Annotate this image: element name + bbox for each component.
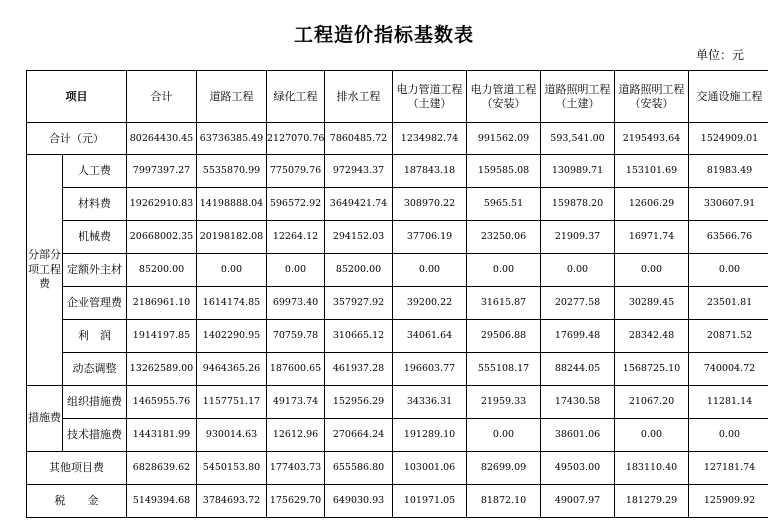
value-cell: 3649421.74	[325, 188, 393, 221]
value-cell: 7997397.27	[127, 155, 197, 188]
value-cell: 28342.48	[615, 320, 689, 353]
value-cell: 21909.37	[541, 221, 615, 254]
table-row	[27, 419, 768, 452]
value-cell: 596572.92	[267, 188, 325, 221]
value-cell: 37706.19	[393, 221, 467, 254]
value-cell: 34061.64	[393, 320, 467, 353]
value-cell: 181279.29	[615, 485, 689, 518]
value-cell: 17699.48	[541, 320, 615, 353]
tax-row	[27, 485, 768, 518]
value-cell: 23501.81	[689, 287, 768, 320]
row-label: 机械费	[63, 221, 127, 254]
table-row	[27, 254, 768, 287]
table-row	[27, 188, 768, 221]
value-cell: 159878.20	[541, 188, 615, 221]
value-cell: 38601.06	[541, 419, 615, 452]
tax-row-label: 税 金	[27, 485, 127, 518]
value-cell: 127181.74	[689, 452, 768, 485]
value-cell: 153101.69	[615, 155, 689, 188]
value-cell: 49007.97	[541, 485, 615, 518]
value-cell: 20277.58	[541, 287, 615, 320]
value-cell: 152956.29	[325, 386, 393, 419]
value-cell: 187600.65	[267, 353, 325, 386]
value-cell: 1524909.01	[689, 123, 768, 155]
value-cell: 81983.49	[689, 155, 768, 188]
value-cell: 101971.05	[393, 485, 467, 518]
value-cell: 20668002.35	[127, 221, 197, 254]
value-cell: 16971.74	[615, 221, 689, 254]
value-cell: 12612.96	[267, 419, 325, 452]
row-label: 定额外主材	[63, 254, 127, 287]
value-cell: 20198182.08	[197, 221, 267, 254]
value-cell: 30289.45	[615, 287, 689, 320]
value-cell: 29506.88	[467, 320, 541, 353]
row-label: 利 润	[63, 320, 127, 353]
table-row	[27, 287, 768, 320]
value-cell: 7860485.72	[325, 123, 393, 155]
value-cell: 21067.20	[615, 386, 689, 419]
value-cell: 12606.29	[615, 188, 689, 221]
value-cell: 5535870.99	[197, 155, 267, 188]
table-row	[27, 353, 768, 386]
header-col-6: 道路照明工程（土建）	[541, 71, 615, 123]
value-cell: 1614174.85	[197, 287, 267, 320]
value-cell: 775079.76	[267, 155, 325, 188]
value-cell: 19262910.83	[127, 188, 197, 221]
total-row	[27, 123, 768, 155]
value-cell: 740004.72	[689, 353, 768, 386]
row-label: 材料费	[63, 188, 127, 221]
value-cell: 310665.12	[325, 320, 393, 353]
table-row	[27, 320, 768, 353]
value-cell: 1465955.76	[127, 386, 197, 419]
header-item: 项目	[27, 71, 127, 123]
value-cell: 555108.17	[467, 353, 541, 386]
value-cell: 31615.87	[467, 287, 541, 320]
row-label: 组织措施费	[63, 386, 127, 419]
value-cell: 270664.24	[325, 419, 393, 452]
value-cell: 0.00	[541, 254, 615, 287]
value-cell: 0.00	[467, 419, 541, 452]
header-col-7: 道路照明工程（安装）	[615, 71, 689, 123]
value-cell: 34336.31	[393, 386, 467, 419]
cost-index-table	[26, 70, 768, 518]
value-cell: 1402290.95	[197, 320, 267, 353]
value-cell: 0.00	[615, 419, 689, 452]
value-cell: 177403.73	[267, 452, 325, 485]
value-cell: 3784693.72	[197, 485, 267, 518]
value-cell: 21959.33	[467, 386, 541, 419]
value-cell: 593,541.00	[541, 123, 615, 155]
header-col-4: 电力管道工程（土建）	[393, 71, 467, 123]
value-cell: 2127070.76	[267, 123, 325, 155]
value-cell: 649030.93	[325, 485, 393, 518]
value-cell: 1234982.74	[393, 123, 467, 155]
table-row	[27, 155, 768, 188]
value-cell: 130989.71	[541, 155, 615, 188]
value-cell: 80264430.45	[127, 123, 197, 155]
value-cell: 14198888.04	[197, 188, 267, 221]
value-cell: 63736385.49	[197, 123, 267, 155]
measures-group-label: 措施费	[27, 386, 63, 452]
value-cell: 11281.14	[689, 386, 768, 419]
value-cell: 2186961.10	[127, 287, 197, 320]
value-cell: 63566.76	[689, 221, 768, 254]
value-cell: 12264.12	[267, 221, 325, 254]
other-fees-row	[27, 452, 768, 485]
value-cell: 183110.40	[615, 452, 689, 485]
row-label: 技术措施费	[63, 419, 127, 452]
row-label: 企业管理费	[63, 287, 127, 320]
value-cell: 9464365.26	[197, 353, 267, 386]
value-cell: 49173.74	[267, 386, 325, 419]
value-cell: 125909.92	[689, 485, 768, 518]
value-cell: 159585.08	[467, 155, 541, 188]
value-cell: 357927.92	[325, 287, 393, 320]
value-cell: 655586.80	[325, 452, 393, 485]
value-cell: 1157751.17	[197, 386, 267, 419]
header-col-2: 绿化工程	[267, 71, 325, 123]
value-cell: 2195493.64	[615, 123, 689, 155]
value-cell: 0.00	[267, 254, 325, 287]
value-cell: 330607.91	[689, 188, 768, 221]
table-row	[27, 221, 768, 254]
other-fees-row-label: 其他项目费	[27, 452, 127, 485]
row-label: 动态调整	[63, 353, 127, 386]
page-title: 工程造价指标基数表	[293, 24, 474, 46]
value-cell: 82699.09	[467, 452, 541, 485]
value-cell: 88244.05	[541, 353, 615, 386]
header-col-8: 交通设施工程	[689, 71, 768, 123]
value-cell: 0.00	[393, 254, 467, 287]
value-cell: 20871.52	[689, 320, 768, 353]
value-cell: 69973.40	[267, 287, 325, 320]
table-row	[27, 386, 768, 419]
value-cell: 0.00	[689, 419, 768, 452]
value-cell: 39200.22	[393, 287, 467, 320]
header-col-5: 电力管道工程（安装）	[467, 71, 541, 123]
value-cell: 308970.22	[393, 188, 467, 221]
value-cell: 175629.70	[267, 485, 325, 518]
value-cell: 991562.09	[467, 123, 541, 155]
value-cell: 6828639.62	[127, 452, 197, 485]
value-cell: 972943.37	[325, 155, 393, 188]
value-cell: 191289.10	[393, 419, 467, 452]
value-cell: 103001.06	[393, 452, 467, 485]
header-col-3: 排水工程	[325, 71, 393, 123]
value-cell: 0.00	[615, 254, 689, 287]
value-cell: 0.00	[467, 254, 541, 287]
value-cell: 930014.63	[197, 419, 267, 452]
header-col-0: 合计	[127, 71, 197, 123]
value-cell: 294152.03	[325, 221, 393, 254]
value-cell: 17430.58	[541, 386, 615, 419]
value-cell: 85200.00	[127, 254, 197, 287]
value-cell: 81872.10	[467, 485, 541, 518]
value-cell: 187843.18	[393, 155, 467, 188]
unit-label: 单位：元	[695, 48, 744, 62]
row-label: 人工费	[63, 155, 127, 188]
value-cell: 70759.78	[267, 320, 325, 353]
header-col-1: 道路工程	[197, 71, 267, 123]
value-cell: 5149394.68	[127, 485, 197, 518]
value-cell: 13262589.00	[127, 353, 197, 386]
value-cell: 196603.77	[393, 353, 467, 386]
total-row-label: 合计（元）	[27, 123, 127, 155]
value-cell: 461937.28	[325, 353, 393, 386]
value-cell: 85200.00	[325, 254, 393, 287]
value-cell: 1568725.10	[615, 353, 689, 386]
value-cell: 0.00	[197, 254, 267, 287]
value-cell: 5965.51	[467, 188, 541, 221]
value-cell: 23250.06	[467, 221, 541, 254]
value-cell: 1914197.85	[127, 320, 197, 353]
value-cell: 5450153.80	[197, 452, 267, 485]
value-cell: 0.00	[689, 254, 768, 287]
value-cell: 49503.00	[541, 452, 615, 485]
subdivision-group-label: 分部分项工程费	[27, 155, 63, 386]
header-row	[27, 71, 768, 123]
value-cell: 1443181.99	[127, 419, 197, 452]
